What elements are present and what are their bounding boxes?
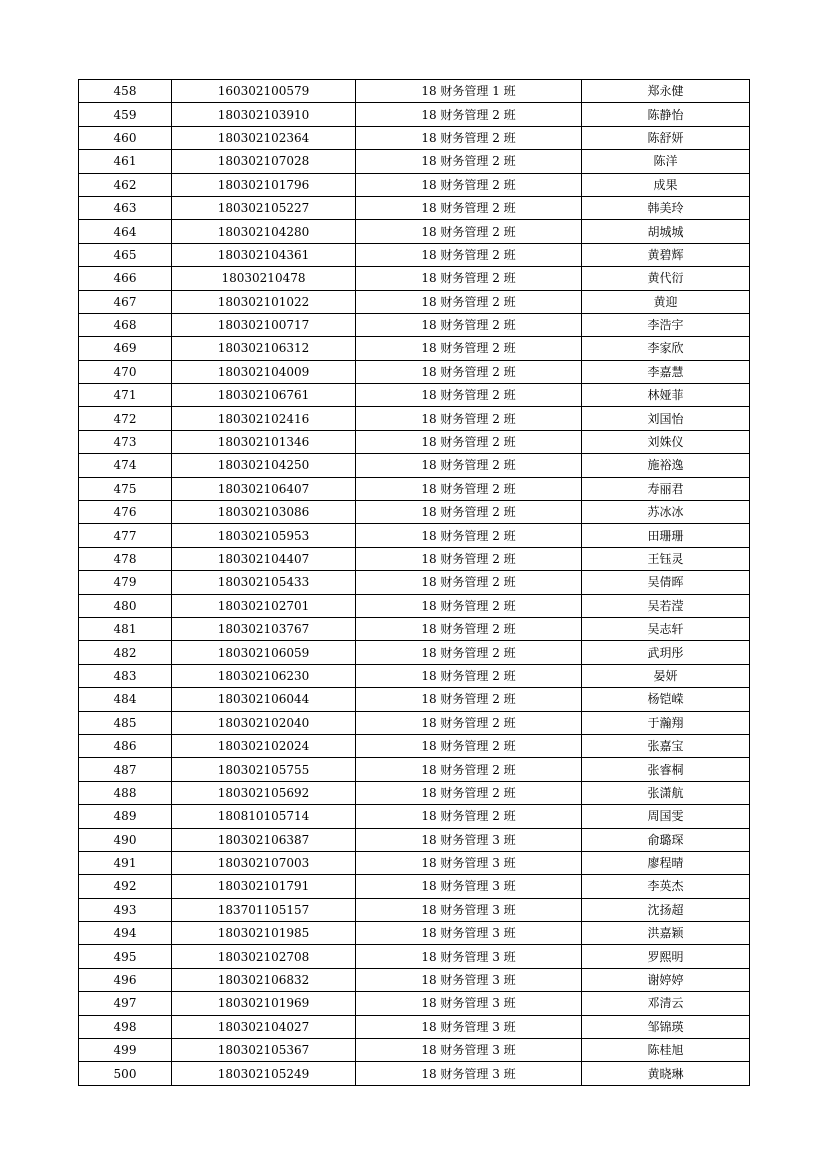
row-number-cell: 498 <box>79 1015 172 1038</box>
class-name-cell: 18 财务管理 3 班 <box>356 968 582 991</box>
class-name-cell: 18 财务管理 2 班 <box>356 594 582 617</box>
student-name-cell: 李英杰 <box>582 875 750 898</box>
student-name-cell: 陈静怡 <box>582 103 750 126</box>
student-table <box>78 79 750 1086</box>
row-number-cell: 471 <box>79 384 172 407</box>
student-name-cell: 刘姝仪 <box>582 430 750 453</box>
student-id-cell: 180302101791 <box>172 875 356 898</box>
class-name-cell: 18 财务管理 2 班 <box>356 454 582 477</box>
student-id-cell: 180302101796 <box>172 173 356 196</box>
student-id-cell: 180302106312 <box>172 337 356 360</box>
student-name-cell: 吴志轩 <box>582 617 750 640</box>
student-id-cell: 180302104250 <box>172 454 356 477</box>
student-name-cell: 张潇航 <box>582 781 750 804</box>
row-number-cell: 488 <box>79 781 172 804</box>
student-id-cell: 180302102416 <box>172 407 356 430</box>
row-number-cell: 485 <box>79 711 172 734</box>
row-number-cell: 472 <box>79 407 172 430</box>
student-name-cell: 刘国怡 <box>582 407 750 430</box>
table-row <box>79 547 750 570</box>
student-name-cell: 王钰灵 <box>582 547 750 570</box>
row-number-cell: 474 <box>79 454 172 477</box>
student-name-cell: 施裕逸 <box>582 454 750 477</box>
class-name-cell: 18 财务管理 2 班 <box>356 711 582 734</box>
student-name-cell: 寿丽君 <box>582 477 750 500</box>
class-name-cell: 18 财务管理 2 班 <box>356 384 582 407</box>
class-name-cell: 18 财务管理 2 班 <box>356 477 582 500</box>
student-name-cell: 俞璐琛 <box>582 828 750 851</box>
table-row <box>79 360 750 383</box>
class-name-cell: 18 财务管理 3 班 <box>356 945 582 968</box>
table-row <box>79 501 750 524</box>
student-id-cell: 180302106387 <box>172 828 356 851</box>
student-name-cell: 黄代衍 <box>582 267 750 290</box>
student-id-cell: 180302104407 <box>172 547 356 570</box>
table-row <box>79 805 750 828</box>
student-id-cell: 180302106059 <box>172 641 356 664</box>
class-name-cell: 18 财务管理 2 班 <box>356 196 582 219</box>
student-id-cell: 183701105157 <box>172 898 356 921</box>
student-id-cell: 180302105227 <box>172 196 356 219</box>
row-number-cell: 480 <box>79 594 172 617</box>
student-name-cell: 黄迎 <box>582 290 750 313</box>
class-name-cell: 18 财务管理 3 班 <box>356 898 582 921</box>
student-name-cell: 林娅菲 <box>582 384 750 407</box>
row-number-cell: 479 <box>79 571 172 594</box>
row-number-cell: 486 <box>79 734 172 757</box>
table-row <box>79 1039 750 1062</box>
student-name-cell: 邹锦瑛 <box>582 1015 750 1038</box>
class-name-cell: 18 财务管理 2 班 <box>356 313 582 336</box>
student-id-cell: 180302105953 <box>172 524 356 547</box>
student-name-cell: 陈桂旭 <box>582 1039 750 1062</box>
student-name-cell: 罗熙明 <box>582 945 750 968</box>
student-name-cell: 武玥彤 <box>582 641 750 664</box>
student-id-cell: 180302107028 <box>172 150 356 173</box>
table-row <box>79 126 750 149</box>
table-row <box>79 781 750 804</box>
table-row <box>79 430 750 453</box>
class-name-cell: 18 财务管理 2 班 <box>356 267 582 290</box>
student-name-cell: 廖程晴 <box>582 851 750 874</box>
table-row <box>79 220 750 243</box>
table-row <box>79 524 750 547</box>
table-row <box>79 688 750 711</box>
row-number-cell: 497 <box>79 992 172 1015</box>
table-row <box>79 477 750 500</box>
student-name-cell: 韩美玲 <box>582 196 750 219</box>
student-name-cell: 李浩宇 <box>582 313 750 336</box>
row-number-cell: 475 <box>79 477 172 500</box>
class-name-cell: 18 财务管理 2 班 <box>356 571 582 594</box>
class-name-cell: 18 财务管理 2 班 <box>356 290 582 313</box>
student-id-cell: 180302105755 <box>172 758 356 781</box>
class-name-cell: 18 财务管理 2 班 <box>356 243 582 266</box>
row-number-cell: 466 <box>79 267 172 290</box>
row-number-cell: 462 <box>79 173 172 196</box>
row-number-cell: 460 <box>79 126 172 149</box>
student-name-cell: 张睿桐 <box>582 758 750 781</box>
student-id-cell: 180302101969 <box>172 992 356 1015</box>
table-row <box>79 828 750 851</box>
table-row <box>79 103 750 126</box>
row-number-cell: 478 <box>79 547 172 570</box>
student-id-cell: 180302103910 <box>172 103 356 126</box>
class-name-cell: 18 财务管理 2 班 <box>356 524 582 547</box>
class-name-cell: 18 财务管理 2 班 <box>356 173 582 196</box>
table-row <box>79 851 750 874</box>
table-row <box>79 1062 750 1085</box>
student-id-cell: 180302101022 <box>172 290 356 313</box>
student-id-cell: 180302104009 <box>172 360 356 383</box>
student-id-cell: 180302102708 <box>172 945 356 968</box>
student-name-cell: 陈洋 <box>582 150 750 173</box>
table-row <box>79 875 750 898</box>
row-number-cell: 458 <box>79 80 172 103</box>
student-name-cell: 晏妍 <box>582 664 750 687</box>
class-name-cell: 18 财务管理 2 班 <box>356 407 582 430</box>
row-number-cell: 481 <box>79 617 172 640</box>
table-row <box>79 196 750 219</box>
student-name-cell: 李嘉慧 <box>582 360 750 383</box>
class-name-cell: 18 财务管理 2 班 <box>356 805 582 828</box>
row-number-cell: 476 <box>79 501 172 524</box>
student-name-cell: 田珊珊 <box>582 524 750 547</box>
row-number-cell: 464 <box>79 220 172 243</box>
row-number-cell: 459 <box>79 103 172 126</box>
class-name-cell: 18 财务管理 2 班 <box>356 150 582 173</box>
student-id-cell: 180302102701 <box>172 594 356 617</box>
row-number-cell: 491 <box>79 851 172 874</box>
row-number-cell: 487 <box>79 758 172 781</box>
student-id-cell: 180302106044 <box>172 688 356 711</box>
row-number-cell: 492 <box>79 875 172 898</box>
student-id-cell: 180302101346 <box>172 430 356 453</box>
row-number-cell: 482 <box>79 641 172 664</box>
class-name-cell: 18 财务管理 2 班 <box>356 360 582 383</box>
student-id-cell: 180302103086 <box>172 501 356 524</box>
table-row <box>79 898 750 921</box>
table-row <box>79 594 750 617</box>
class-name-cell: 18 财务管理 2 班 <box>356 617 582 640</box>
row-number-cell: 467 <box>79 290 172 313</box>
student-name-cell: 邓清云 <box>582 992 750 1015</box>
student-id-cell: 180302104361 <box>172 243 356 266</box>
row-number-cell: 463 <box>79 196 172 219</box>
table-row <box>79 992 750 1015</box>
student-id-cell: 180302102024 <box>172 734 356 757</box>
student-id-cell: 180302101985 <box>172 922 356 945</box>
table-row <box>79 267 750 290</box>
table-row <box>79 968 750 991</box>
table-row <box>79 641 750 664</box>
student-id-cell: 180302106761 <box>172 384 356 407</box>
class-name-cell: 18 财务管理 3 班 <box>356 1062 582 1085</box>
student-id-cell: 180302106832 <box>172 968 356 991</box>
class-name-cell: 18 财务管理 2 班 <box>356 430 582 453</box>
table-row <box>79 922 750 945</box>
student-id-cell: 180302102364 <box>172 126 356 149</box>
class-name-cell: 18 财务管理 3 班 <box>356 992 582 1015</box>
student-name-cell: 周国雯 <box>582 805 750 828</box>
student-id-cell: 180302105367 <box>172 1039 356 1062</box>
student-id-cell: 160302100579 <box>172 80 356 103</box>
table-row <box>79 290 750 313</box>
class-name-cell: 18 财务管理 3 班 <box>356 851 582 874</box>
table-row <box>79 337 750 360</box>
row-number-cell: 483 <box>79 664 172 687</box>
table-row <box>79 150 750 173</box>
row-number-cell: 499 <box>79 1039 172 1062</box>
class-name-cell: 18 财务管理 2 班 <box>356 103 582 126</box>
class-name-cell: 18 财务管理 3 班 <box>356 875 582 898</box>
student-name-cell: 张嘉宝 <box>582 734 750 757</box>
class-name-cell: 18 财务管理 2 班 <box>356 641 582 664</box>
table-row <box>79 711 750 734</box>
class-name-cell: 18 财务管理 3 班 <box>356 922 582 945</box>
student-name-cell: 杨铠嵘 <box>582 688 750 711</box>
class-name-cell: 18 财务管理 2 班 <box>356 734 582 757</box>
class-name-cell: 18 财务管理 2 班 <box>356 501 582 524</box>
row-number-cell: 484 <box>79 688 172 711</box>
student-id-cell: 180302100717 <box>172 313 356 336</box>
student-name-cell: 吴倩晖 <box>582 571 750 594</box>
student-id-cell: 180302106407 <box>172 477 356 500</box>
student-name-cell: 陈舒妍 <box>582 126 750 149</box>
student-name-cell: 苏冰冰 <box>582 501 750 524</box>
class-name-cell: 18 财务管理 2 班 <box>356 664 582 687</box>
table-row <box>79 313 750 336</box>
class-name-cell: 18 财务管理 3 班 <box>356 1015 582 1038</box>
class-name-cell: 18 财务管理 2 班 <box>356 220 582 243</box>
row-number-cell: 468 <box>79 313 172 336</box>
student-name-cell: 胡城城 <box>582 220 750 243</box>
student-name-cell: 于瀚翔 <box>582 711 750 734</box>
class-name-cell: 18 财务管理 2 班 <box>356 688 582 711</box>
row-number-cell: 461 <box>79 150 172 173</box>
student-id-cell: 180302105249 <box>172 1062 356 1085</box>
row-number-cell: 470 <box>79 360 172 383</box>
student-name-cell: 李家欣 <box>582 337 750 360</box>
student-name-cell: 洪嘉颖 <box>582 922 750 945</box>
class-name-cell: 18 财务管理 2 班 <box>356 547 582 570</box>
table-row <box>79 407 750 430</box>
student-id-cell: 180810105714 <box>172 805 356 828</box>
row-number-cell: 489 <box>79 805 172 828</box>
table-row <box>79 734 750 757</box>
class-name-cell: 18 财务管理 2 班 <box>356 126 582 149</box>
student-name-cell: 谢婷婷 <box>582 968 750 991</box>
row-number-cell: 469 <box>79 337 172 360</box>
student-id-cell: 180302105692 <box>172 781 356 804</box>
student-table-body <box>79 80 750 1086</box>
student-name-cell: 郑永健 <box>582 80 750 103</box>
row-number-cell: 496 <box>79 968 172 991</box>
student-id-cell: 180302107003 <box>172 851 356 874</box>
table-row <box>79 80 750 103</box>
class-name-cell: 18 财务管理 2 班 <box>356 781 582 804</box>
student-id-cell: 180302105433 <box>172 571 356 594</box>
table-row <box>79 454 750 477</box>
class-name-cell: 18 财务管理 2 班 <box>356 337 582 360</box>
row-number-cell: 473 <box>79 430 172 453</box>
row-number-cell: 493 <box>79 898 172 921</box>
class-name-cell: 18 财务管理 1 班 <box>356 80 582 103</box>
student-name-cell: 沈扬超 <box>582 898 750 921</box>
class-name-cell: 18 财务管理 3 班 <box>356 828 582 851</box>
student-name-cell: 黄碧辉 <box>582 243 750 266</box>
table-row <box>79 945 750 968</box>
student-name-cell: 吴若滢 <box>582 594 750 617</box>
class-name-cell: 18 财务管理 3 班 <box>356 1039 582 1062</box>
row-number-cell: 494 <box>79 922 172 945</box>
row-number-cell: 490 <box>79 828 172 851</box>
table-row <box>79 571 750 594</box>
table-row <box>79 758 750 781</box>
class-name-cell: 18 财务管理 2 班 <box>356 758 582 781</box>
student-id-cell: 180302104280 <box>172 220 356 243</box>
table-row <box>79 1015 750 1038</box>
table-row <box>79 173 750 196</box>
row-number-cell: 495 <box>79 945 172 968</box>
row-number-cell: 477 <box>79 524 172 547</box>
table-row <box>79 384 750 407</box>
student-id-cell: 180302104027 <box>172 1015 356 1038</box>
table-row <box>79 664 750 687</box>
student-id-cell: 180302102040 <box>172 711 356 734</box>
row-number-cell: 500 <box>79 1062 172 1085</box>
student-id-cell: 180302106230 <box>172 664 356 687</box>
student-id-cell: 180302103767 <box>172 617 356 640</box>
table-row <box>79 617 750 640</box>
row-number-cell: 465 <box>79 243 172 266</box>
table-row <box>79 243 750 266</box>
student-id-cell: 18030210478 <box>172 267 356 290</box>
student-name-cell: 成果 <box>582 173 750 196</box>
student-name-cell: 黄晓琳 <box>582 1062 750 1085</box>
